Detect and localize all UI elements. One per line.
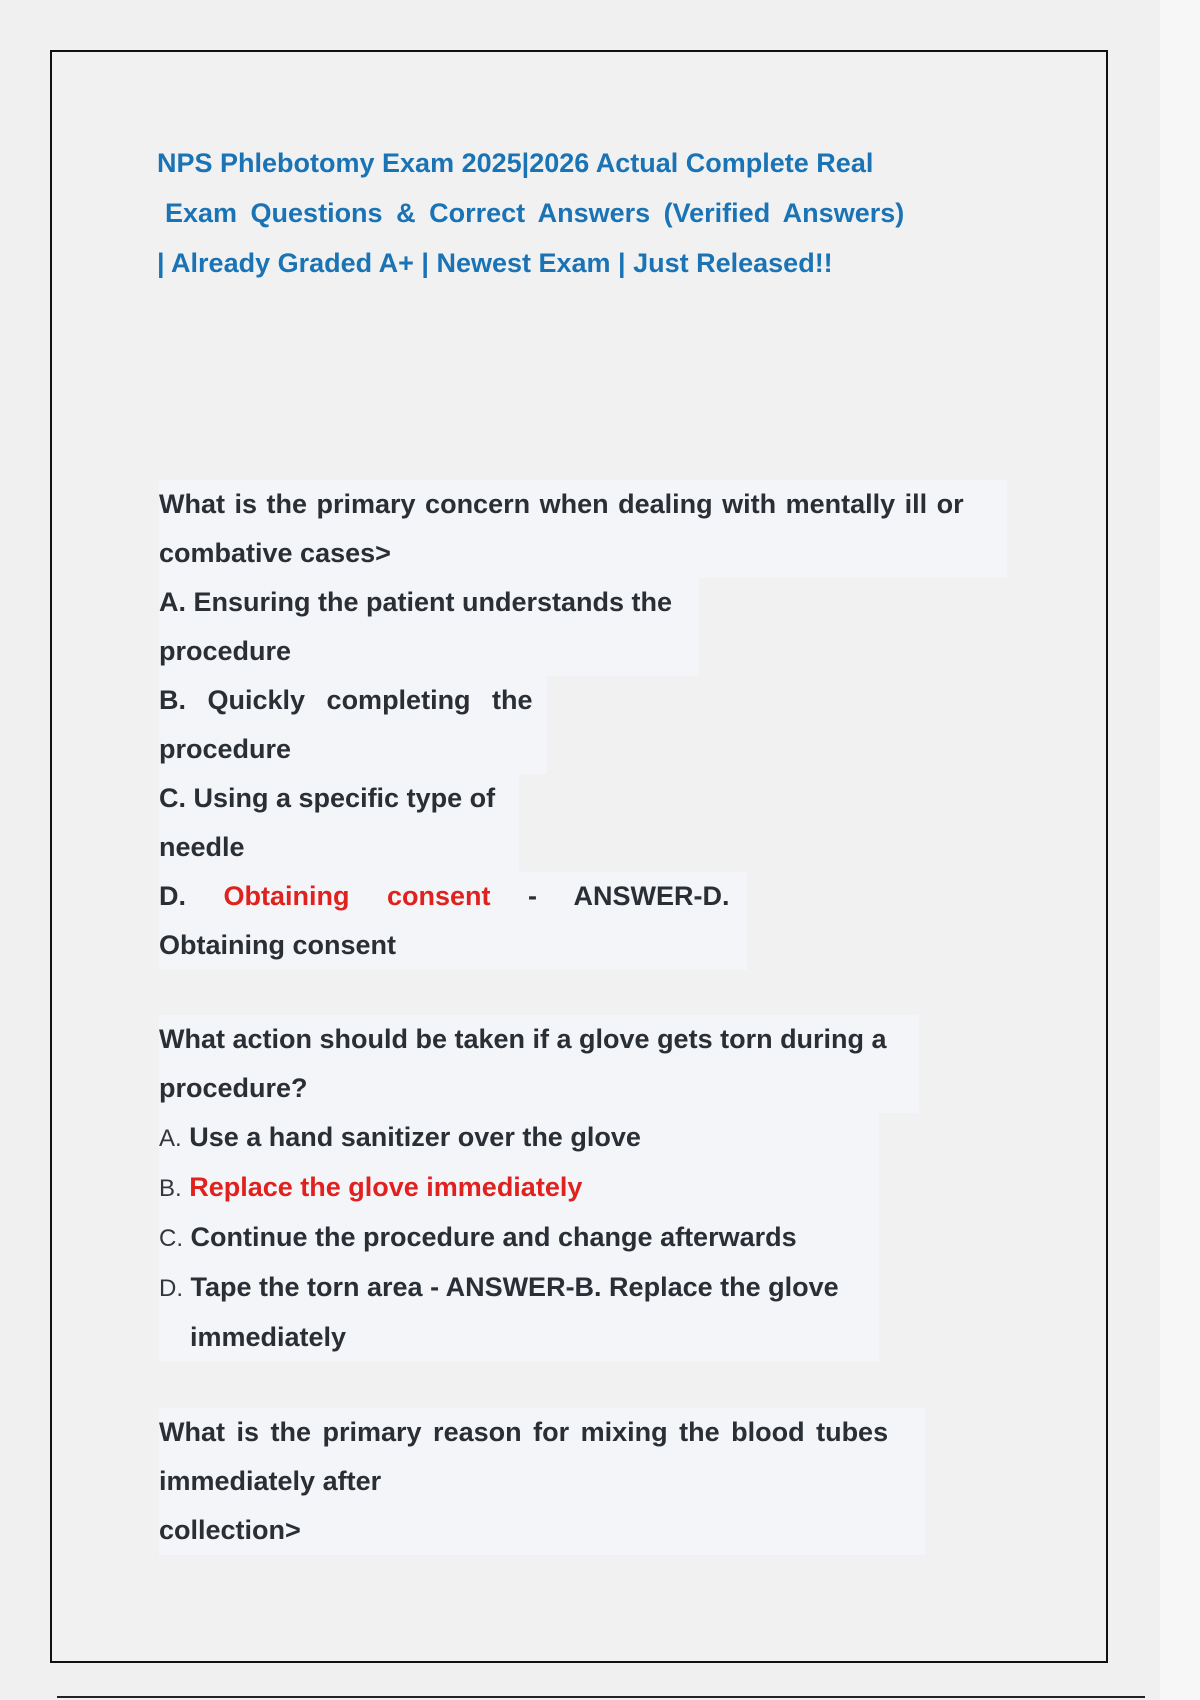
question-1-line-2: combative cases> bbox=[159, 538, 391, 568]
option-c-line-1: C. Using a specific type of bbox=[159, 783, 496, 813]
option-d-letter: D. bbox=[159, 1275, 183, 1302]
question-2-line-1: What action should be taken if a glove gets torn during a bbox=[159, 1024, 887, 1054]
question-3-line-1: What is the primary reason for mixing the blood tubes bbox=[159, 1417, 889, 1447]
question-1-option-c bbox=[159, 774, 519, 872]
question-3-line-3: collection> bbox=[159, 1515, 301, 1545]
question-3-line-2: immediately after bbox=[159, 1466, 382, 1496]
option-c-line-2: needle bbox=[159, 832, 245, 862]
option-a-letter: A. bbox=[159, 1125, 182, 1152]
question-2-options bbox=[159, 1113, 879, 1362]
question-1 bbox=[159, 480, 1200, 970]
option-a-line-2: procedure bbox=[159, 636, 292, 666]
option-d-line-2: Obtaining consent bbox=[159, 930, 397, 960]
question-1-line-1: What is the primary concern when dealing with mentally ill or bbox=[159, 489, 964, 519]
question-3-stem bbox=[159, 1408, 925, 1555]
option-a-line-1: A. Ensuring the patient understands the bbox=[159, 587, 673, 617]
question-1-option-d bbox=[159, 872, 747, 970]
question-2-option-a bbox=[159, 1113, 879, 1163]
option-d-suffix: - ANSWER-D. bbox=[528, 881, 730, 911]
title-line-2: Exam Questions & Correct Answers (Verified Answers) bbox=[165, 198, 905, 228]
option-c-text: Continue the procedure and change afterwards bbox=[190, 1222, 797, 1252]
question-1-option-b bbox=[159, 676, 547, 774]
title-line-1: NPS Phlebotomy Exam 2025|2026 Actual Complete Real bbox=[157, 148, 874, 178]
question-1-option-a bbox=[159, 578, 699, 676]
question-2-option-d bbox=[159, 1263, 879, 1313]
option-d-text: Tape the torn area - ANSWER-B. Replace the glove bbox=[190, 1272, 839, 1302]
title-line-3: | Already Graded A+ | Newest Exam | Just Released!! bbox=[157, 248, 833, 278]
document-title bbox=[157, 138, 977, 288]
question-2-line-2: procedure? bbox=[159, 1073, 308, 1103]
option-b-line-2: procedure bbox=[159, 734, 292, 764]
question-2-stem bbox=[159, 1015, 919, 1113]
option-d-answer-highlight: Obtaining consent bbox=[223, 881, 491, 911]
option-a-text: Use a hand sanitizer over the glove bbox=[189, 1122, 641, 1152]
option-b-line-1: B. Quickly completing the bbox=[159, 685, 533, 715]
question-2-option-d-line-2: immediately bbox=[190, 1322, 347, 1352]
question-2-option-c bbox=[159, 1213, 879, 1263]
option-d-line-1 bbox=[159, 872, 747, 921]
question-2 bbox=[159, 1015, 1200, 1362]
question-3 bbox=[159, 1408, 925, 1555]
option-c-letter: C. bbox=[159, 1225, 183, 1252]
bottom-divider bbox=[57, 1696, 1145, 1698]
option-d-prefix: D. bbox=[159, 881, 186, 911]
question-2-option-b bbox=[159, 1163, 879, 1213]
option-b-text-correct: Replace the glove immediately bbox=[189, 1172, 583, 1202]
question-1-stem bbox=[159, 480, 1007, 578]
option-b-letter: B. bbox=[159, 1175, 182, 1202]
